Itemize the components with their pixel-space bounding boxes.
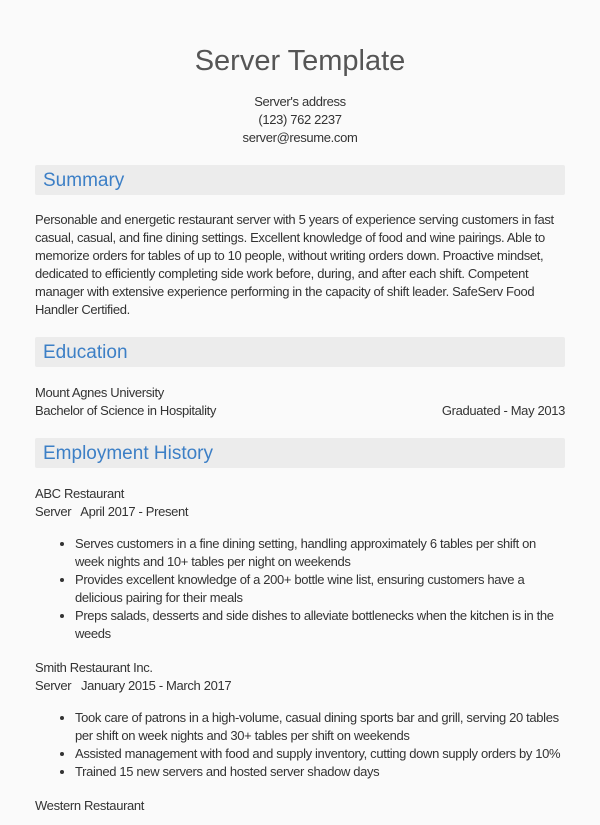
resume-page — [35, 0, 565, 815]
education-heading: Education — [43, 342, 128, 363]
job-entry — [35, 797, 565, 815]
bullet-item: • Preps salads, desserts and side dishes to alleviate bottlenecks when the kitchen is in the weeds — [75, 607, 565, 643]
school-name: Mount Agnes University — [35, 385, 164, 400]
job-title-dates: Server January 2015 - March 2017 — [35, 678, 232, 693]
company-name: Western Restaurant — [35, 798, 145, 813]
bullet-item: • Trained 15 new servers and hosted server shadow days — [75, 763, 565, 781]
education-section-header — [35, 337, 565, 367]
job-entry — [35, 485, 565, 643]
bullet-item: • Assisted management with food and supply inventory, cutting down supply orders by 10% — [75, 745, 565, 763]
bullet-item: • Took care of patrons in a high-volume, casual dining sports bar and grill, serving 20 tables per shift on week nights and 30+ tables per shift on weekends — [75, 709, 565, 745]
contact-info — [35, 93, 565, 147]
phone: (123) 762 2237 — [258, 112, 342, 127]
address: Server's address — [254, 94, 346, 109]
resume-title: Server Template — [194, 45, 406, 77]
employment-heading: Employment History — [43, 443, 213, 464]
employment-section-header — [35, 438, 565, 468]
job-bullets — [35, 535, 565, 643]
degree: Bachelor of Science in Hospitality — [35, 403, 217, 418]
graduation-date: Graduated - May 2013 — [441, 403, 565, 418]
employment-list — [35, 485, 565, 815]
job-entry — [35, 659, 565, 781]
email: server@resume.com — [242, 130, 358, 145]
summary-heading: Summary — [43, 170, 125, 191]
summary-text: Personable and energetic restaurant server with 5 years of experience serving customers in fast casual, casual, and fine dining settings. Excellent knowledge of food and wine pairings. Able to memorize orders for tables of up to 10 people, without writing orders down. Proactive mindset, dedicated to efficiently completing side work before, during, and after each shift. Competent manager with extensive experience performing in the capacity of shift leader. SafeServ Food Handler Certified. — [35, 212, 554, 317]
company-name: Smith Restaurant Inc. — [35, 660, 153, 675]
company-name: ABC Restaurant — [35, 486, 125, 501]
bullet-item: • Serves customers in a fine dining setting, handling approximately 6 tables per shift on week nights and 10+ tables per night on weekends — [75, 535, 565, 571]
bullet-item: • Provides excellent knowledge of a 200+ bottle wine list, ensuring customers have a delicious pairing for their meals — [75, 571, 565, 607]
job-title-dates: Server April 2017 - Present — [35, 504, 189, 519]
summary-section-header — [35, 165, 565, 195]
education-entry — [35, 384, 565, 420]
job-bullets — [35, 709, 565, 781]
